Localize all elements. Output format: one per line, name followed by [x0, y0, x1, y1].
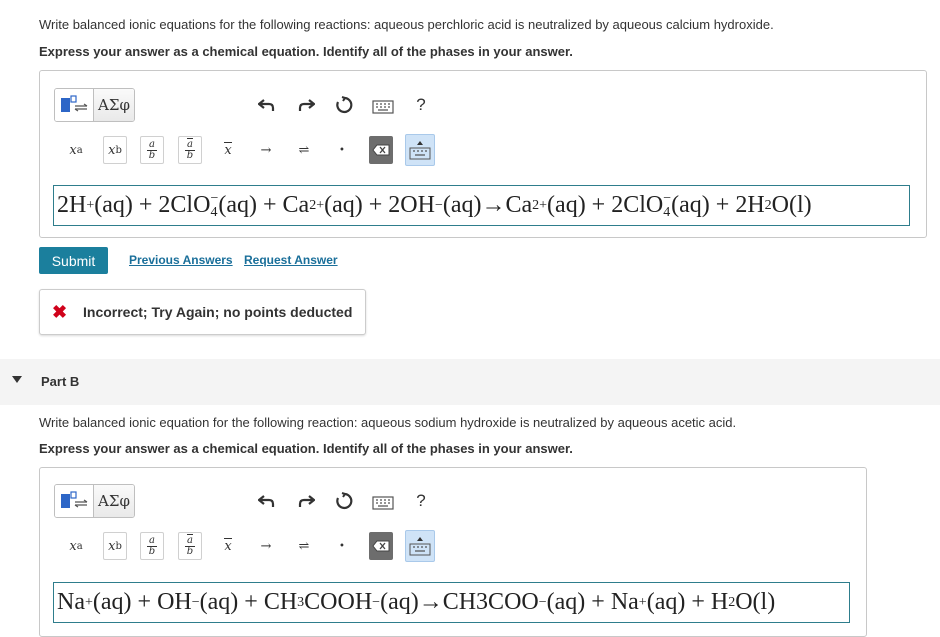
dot-button[interactable]: [330, 136, 354, 164]
keyboard-icon: [372, 496, 394, 510]
eq-a-t6sub: 4: [663, 204, 671, 220]
eq-b-t7: (aq) + H: [646, 589, 729, 615]
mixed-num: $\overline{a}$: [187, 138, 193, 150]
part-b-question: Write balanced ionic equation for the following reaction: aqueous sodium hydroxide is neutralized by aqueous acetic acid.: [39, 415, 737, 430]
eq-b-t2sup: −: [191, 594, 200, 610]
eq-a-t4sup: −: [434, 197, 443, 213]
reset-button[interactable]: [334, 491, 354, 511]
superscript-exp: a: [76, 540, 83, 552]
submit-button[interactable]: Submit: [39, 247, 108, 274]
keyboard-shortcuts-button[interactable]: [371, 493, 395, 513]
eq-b-t6sup: +: [638, 594, 647, 610]
eq-a-t2sup: −: [210, 190, 219, 206]
undo-button[interactable]: [257, 95, 277, 115]
greek-symbols-button[interactable]: ΑΣφ: [93, 485, 134, 517]
subscript-button[interactable]: [103, 532, 127, 560]
feedback-text: Incorrect; Try Again; no points deducted: [83, 304, 353, 320]
eq-a-t3sup: 2+: [309, 197, 325, 213]
undo-icon: [258, 493, 276, 509]
eq-b-t5: (aq)→CH3COO: [380, 589, 539, 615]
keyboard-toggle-icon: [409, 536, 431, 556]
undo-icon: [258, 97, 276, 113]
eq-a-t1: 2H: [57, 192, 87, 218]
part-b-title: Part B: [41, 374, 80, 389]
fraction-num: a: [149, 138, 155, 150]
keyboard-toggle-button[interactable]: [405, 530, 435, 562]
template-button[interactable]: [55, 485, 93, 517]
delete-button[interactable]: [369, 532, 393, 560]
subscript-base: x: [108, 142, 116, 158]
eq-a-t7sub: 2: [764, 197, 772, 213]
keyboard-toggle-icon: [409, 140, 431, 160]
part-b-instruction: Express your answer as a chemical equation. Identify all of the phases in your answer.: [39, 441, 573, 456]
eq-a-t4: (aq) + 2OH: [324, 192, 435, 218]
keyboard-shortcuts-button[interactable]: [371, 97, 395, 117]
eq-a-t2script: [210, 192, 218, 220]
greek-symbols-button[interactable]: ΑΣφ: [93, 89, 134, 121]
dot-label: •: [339, 144, 345, 156]
eq-a-t5sup: 2+: [532, 197, 548, 213]
eq-b-t2: (aq) + OH: [92, 589, 192, 615]
eq-b-t1: Na: [57, 589, 85, 615]
subscript-idx: b: [115, 540, 122, 552]
fraction-button[interactable]: [140, 136, 164, 164]
eq-a-t2: (aq) + 2ClO: [94, 192, 211, 218]
eq-b-t5sup: −: [538, 594, 547, 610]
eq-b-t3sub: 3: [297, 594, 305, 610]
redo-button[interactable]: [296, 491, 316, 511]
equilibrium-arrow-button[interactable]: [292, 532, 316, 560]
keyboard-toggle-button[interactable]: [405, 134, 435, 166]
equilibrium-arrow-button[interactable]: [292, 136, 316, 164]
reset-button[interactable]: [334, 95, 354, 115]
part-b-toolbar-group: [54, 484, 135, 518]
eq-a-t6sup: −: [663, 190, 672, 206]
redo-icon: [297, 97, 315, 113]
mixed-den: b: [186, 149, 194, 161]
vector-label: x: [224, 143, 232, 158]
keyboard-icon: [372, 100, 394, 114]
eq-b-t3: (aq) + CH: [199, 589, 298, 615]
reset-icon: [335, 96, 353, 114]
template-icon: [59, 490, 89, 512]
vector-button[interactable]: [216, 532, 240, 560]
request-answer-link[interactable]: Request Answer: [244, 253, 338, 267]
eq-b-t6: (aq) + Na: [546, 589, 639, 615]
fraction-den: b: [148, 149, 156, 161]
collapse-triangle-icon: [12, 376, 22, 383]
dot-label: •: [339, 540, 345, 552]
eq-a-t6: (aq) + 2ClO: [547, 192, 664, 218]
part-a-question: Write balanced ionic equations for the following reactions: aqueous perchloric acid is neutralized by aqueous calcium hydroxide.: [39, 17, 774, 32]
equilibrium-label: ⇌: [298, 538, 310, 554]
part-b-header[interactable]: [0, 359, 940, 405]
feedback-box: [39, 289, 366, 335]
undo-button[interactable]: [257, 491, 277, 511]
dot-button[interactable]: [330, 532, 354, 560]
delete-button[interactable]: [369, 136, 393, 164]
redo-icon: [297, 493, 315, 509]
arrow-label: →: [260, 538, 272, 554]
eq-b-t4sup: −: [372, 594, 381, 610]
eq-a-t6script: [663, 192, 671, 220]
template-icon: [59, 94, 89, 116]
eq-b-t4: COOH: [304, 589, 373, 615]
part-a-answer-editor: [39, 70, 927, 238]
eq-a-t2sub: 4: [210, 204, 218, 220]
superscript-button[interactable]: [64, 532, 88, 560]
fraction-num: a: [149, 534, 155, 546]
reaction-arrow-button[interactable]: [254, 532, 278, 560]
mixed-fraction-button[interactable]: [178, 136, 202, 164]
subscript-button[interactable]: [103, 136, 127, 164]
subscript-base: x: [108, 538, 116, 554]
fraction-button[interactable]: [140, 532, 164, 560]
eq-a-t5: (aq)→Ca: [442, 192, 533, 218]
part-b-answer-field[interactable]: [53, 582, 850, 623]
help-icon: ?: [416, 491, 426, 510]
reaction-arrow-button[interactable]: [254, 136, 278, 164]
subscript-idx: b: [115, 144, 122, 156]
arrow-label: →: [260, 142, 272, 158]
help-button[interactable]: [411, 95, 431, 115]
vector-button[interactable]: [216, 136, 240, 164]
eq-a-t3: (aq) + Ca: [218, 192, 310, 218]
vector-label: x: [224, 539, 232, 554]
previous-answers-link[interactable]: Previous Answers: [129, 253, 233, 267]
part-a-answer-field[interactable]: [53, 185, 910, 226]
template-button[interactable]: [55, 89, 93, 121]
part-a-instruction: Express your answer as a chemical equation. Identify all of the phases in your answer.: [39, 44, 573, 59]
superscript-exp: a: [76, 144, 83, 156]
superscript-base: x: [69, 142, 77, 158]
help-icon: ?: [416, 95, 426, 114]
eq-b-t7sub: 2: [728, 594, 736, 610]
fraction-den: b: [148, 545, 156, 557]
superscript-base: x: [69, 538, 77, 554]
part-b-answer-editor: [39, 467, 867, 637]
incorrect-icon: ✖: [52, 301, 68, 322]
mixed-den: b: [186, 545, 194, 557]
mixed-fraction-button[interactable]: [178, 532, 202, 560]
reset-icon: [335, 492, 353, 510]
eq-a-t7: (aq) + 2H: [671, 192, 765, 218]
part-a-toolbar-group: [54, 88, 135, 122]
equilibrium-label: ⇌: [298, 142, 310, 158]
redo-button[interactable]: [296, 95, 316, 115]
eq-a-t1sup: +: [86, 197, 95, 213]
delete-icon: [372, 540, 390, 552]
superscript-button[interactable]: [64, 136, 88, 164]
mixed-num: $\overline{a}$: [187, 534, 193, 546]
eq-b-t1sup: +: [84, 594, 93, 610]
eq-b-t8: O(l): [735, 589, 776, 615]
eq-a-t8: O(l): [771, 192, 812, 218]
delete-icon: [372, 144, 390, 156]
help-button[interactable]: [411, 491, 431, 511]
